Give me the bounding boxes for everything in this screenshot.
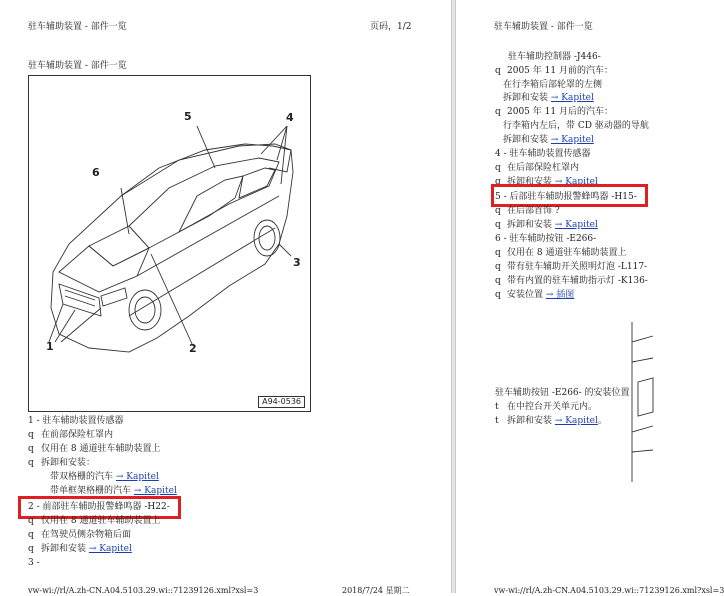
list-item: q [495, 248, 501, 258]
list-item: 拆卸和安装 → Kapitel。 [507, 416, 607, 426]
list-item: q [495, 107, 501, 117]
list-item: 带有驻车辅助开关照明灯泡 -L117- [507, 262, 648, 272]
list-item: 拆卸和安装 → Kapitel [503, 93, 594, 103]
right-document-page [455, 0, 724, 595]
list-item: 行李箱内左后，带 CD 驱动器的导航 [503, 121, 649, 131]
list-item: 拆卸和安装 → Kapitel [41, 544, 132, 554]
kapitel-link[interactable]: → Kapitel [550, 93, 594, 103]
list-item: 带双格栅的汽车 → Kapitel [50, 472, 159, 482]
list-item: 拆卸和安装 → Kapitel [507, 177, 598, 187]
console-illustration [628, 322, 653, 482]
car-component-figure [28, 75, 311, 412]
illustration-link[interactable]: → 插图 [545, 290, 575, 300]
callout-6: 6 [92, 166, 100, 179]
list-item: q [28, 544, 34, 554]
list-item: q [495, 276, 501, 286]
list-item: 拆卸和安装 → Kapitel [507, 220, 598, 230]
list-item: 仅用在 8 通道驻车辅助装置上 [41, 444, 161, 454]
list-item: q [495, 220, 501, 230]
list-item: q [28, 530, 34, 540]
callout-1: 1 [46, 340, 54, 353]
list-item: 在后部保险杠罩内 [507, 163, 580, 173]
callout-5: 5 [184, 110, 192, 123]
list-item: q [28, 516, 34, 526]
list-item: 2 - 前部驻车辅助报警蜂鸣器 -H22- [28, 502, 170, 512]
list-item: q [495, 262, 501, 272]
list-item: 5 - 后部驻车辅助报警蜂鸣器 -H15- [495, 192, 637, 202]
callout-2: 2 [189, 342, 197, 355]
section-title: 驻车辅助装置 - 部件一览 [28, 61, 127, 71]
list-item: q [28, 458, 34, 468]
list-item: 在中控台开关单元内。 [507, 402, 598, 412]
list-item: 带单框架格栅的汽车 → Kapitel [50, 486, 177, 496]
list-item: 6 - 驻车辅助按钮 -E266- [495, 234, 597, 244]
list-item: 在驾驶员侧杂物箱后面 [41, 530, 132, 540]
list-item: q [28, 430, 34, 440]
list-item: 3 - [28, 558, 40, 568]
list-item: 2005 年 11 月后的汽车： [507, 107, 613, 117]
car-illustration [29, 76, 310, 411]
page-header-title: 驻车辅助装置 - 部件一览 [28, 22, 127, 32]
list-item: 拆卸和安装： [41, 458, 96, 468]
list-item: q [495, 177, 501, 187]
callout-3: 3 [293, 256, 301, 269]
list-item: 拆卸和安装 → Kapitel [503, 135, 594, 145]
callout-4: 4 [286, 111, 294, 124]
page-number: 页码，1/2 [370, 22, 412, 32]
list-item: 驻车辅助控制器 -J446- [508, 52, 601, 62]
kapitel-link[interactable]: → Kapitel [554, 220, 598, 230]
list-item: 2005 年 11 月前的汽车： [507, 66, 613, 76]
footer-url: vw-wi://rl/A.zh-CN.A04.5103.29.wi::71239126.xml?xsl=3 [28, 586, 259, 595]
list-item: t [495, 416, 499, 426]
highlight-box [491, 184, 648, 207]
list-item: 仅用在 8 通道驻车辅助装置上 [41, 516, 161, 526]
footer-url: vw-wi://rl/A.zh-CN.A04.5103.29.wi::71239126.xml?xsl=3 [494, 586, 724, 595]
list-item: 1 - 驻车辅助装置传感器 [28, 416, 124, 426]
list-item: 安装位置 → 插图 [507, 290, 575, 300]
page-header-title: 驻车辅助装置 - 部件一览 [494, 22, 593, 32]
list-item: q [495, 290, 501, 300]
kapitel-link[interactable]: → Kapitel [133, 486, 177, 496]
list-item: 带有内置的驻车辅助指示灯 -K136- [507, 276, 648, 286]
list-item: q [495, 163, 501, 173]
kapitel-link[interactable]: → Kapitel [554, 416, 598, 426]
footer-date: 2018/7/24 星期二 [342, 586, 410, 595]
figure-label: A94-0536 [258, 396, 305, 408]
list-item: 仅用在 8 通道驻车辅助装置上 [507, 248, 627, 258]
list-item: q [495, 206, 501, 216]
list-item: q [28, 444, 34, 454]
kapitel-link[interactable]: → Kapitel [554, 177, 598, 187]
list-item: 在前部保险杠罩内 [41, 430, 114, 440]
list-item: 在行李箱后部轮罩的左侧 [503, 80, 603, 90]
kapitel-link[interactable]: → Kapitel [550, 135, 594, 145]
list-item: t [495, 402, 499, 412]
lower-title: 驻车辅助按钮 -E266- 的安装位置 [495, 388, 630, 398]
kapitel-link[interactable]: → Kapitel [115, 472, 159, 482]
kapitel-link[interactable]: → Kapitel [88, 544, 132, 554]
list-item: q [495, 66, 501, 76]
list-item: 在后部首饰 ? [507, 206, 560, 216]
list-item: 4 - 驻车辅助装置传感器 [495, 149, 591, 159]
